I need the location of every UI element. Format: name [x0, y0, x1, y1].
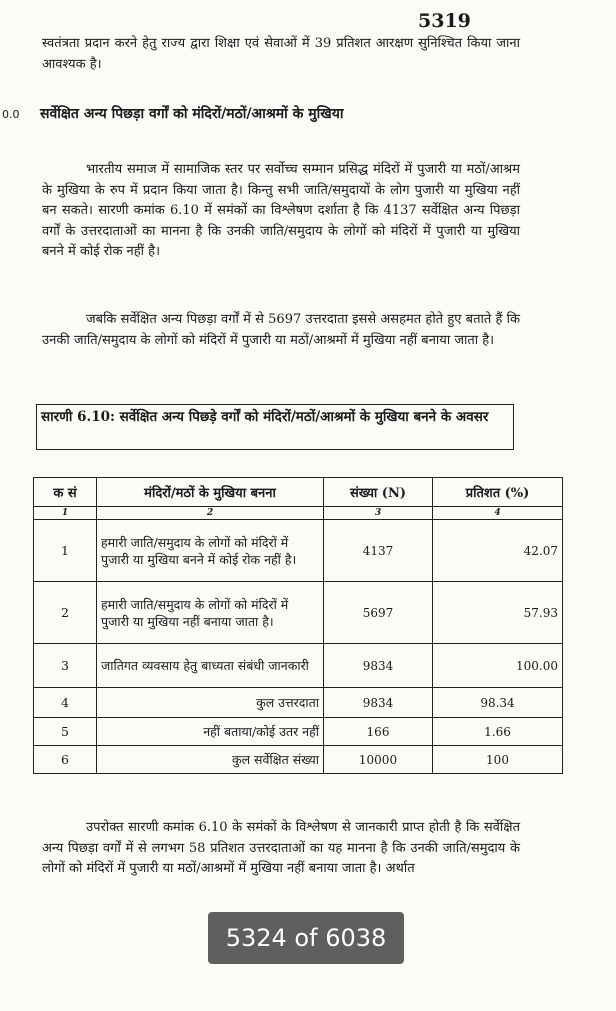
- row-serial: 4: [34, 688, 97, 718]
- page-indicator: 5324 of 6038: [208, 912, 404, 964]
- header-count: संख्या (N): [324, 478, 433, 507]
- index-cell: 2: [97, 507, 324, 520]
- row-label: कुल उत्तरदाता: [97, 688, 324, 718]
- header-label: मंदिरों/मठों के मुखिया बनना: [97, 478, 324, 507]
- table-caption: सारणी 6.10: सर्वेक्षित अन्य पिछड़े वर्गों को मंदिरों/मठों/आश्रमों के मुखिया बनने के अवसर: [36, 404, 514, 450]
- row-serial: 2: [34, 582, 97, 644]
- paragraph-3: उपरोक्त सारणी कमांक 6.10 के समंकों के विश्लेषण से जानकारी प्राप्त होती है कि सर्वेक्षित अन्य पिछड़ा वर्गों में से लगभग 58 प्रतिशत उत्तरदाताओं का यह मानना है कि उनकी जाति/समुदाय के लोगों को मंदिरों में पुजारी या मठों/आश्रमों में मुखिया नहीं बनाया जाता है। अर्थात: [42, 820, 520, 876]
- row-count: 4137: [324, 520, 433, 582]
- index-cell: 1: [34, 507, 97, 520]
- row-percent: 57.93: [433, 582, 563, 644]
- row-percent: 100.00: [433, 644, 563, 688]
- row-count: 166: [324, 718, 433, 746]
- row-count: 9834: [324, 688, 433, 718]
- table-row: [34, 688, 563, 718]
- row-percent: 100: [433, 746, 563, 774]
- row-percent: 42.07: [433, 520, 563, 582]
- row-label: नहीं बताया/कोई उतर नहीं: [97, 718, 324, 746]
- row-count: 5697: [324, 582, 433, 644]
- row-label: जातिगत व्यवसाय हेतु बाध्यता संबंधी जानकारी: [97, 644, 324, 688]
- table-header-row: [34, 478, 563, 507]
- table-row: [34, 718, 563, 746]
- page-number: 5319: [418, 10, 471, 32]
- row-label: हमारी जाति/समुदाय के लोगों को मंदिरों में पुजारी या मुखिया नहीं बनाया जाता है।: [97, 582, 324, 644]
- header-percent: प्रतिशत (%): [433, 478, 563, 507]
- row-label: कुल सर्वेक्षित संख्या: [97, 746, 324, 774]
- row-serial: 3: [34, 644, 97, 688]
- table-row: [34, 582, 563, 644]
- paragraph-2: जबकि सर्वेक्षित अन्य पिछड़ा वर्गों में से 5697 उत्तरदाता इससे असहमत होते हुए बताते हैं कि उनकी जाति/समुदाय के लोगों को मंदिरों में पुजारी या मठों/आश्रमों में मुखिया नहीं बनाया जाता है।: [42, 312, 520, 348]
- table-row: [34, 520, 563, 582]
- table-row: [34, 746, 563, 774]
- row-label: हमारी जाति/समुदाय के लोगों को मंदिरों में पुजारी या मुखिया बनने में कोई रोक नहीं है।: [97, 520, 324, 582]
- row-serial: 1: [34, 520, 97, 582]
- index-cell: 4: [433, 507, 563, 520]
- row-serial: 6: [34, 746, 97, 774]
- row-percent: 98.34: [433, 688, 563, 718]
- section-heading: सर्वेक्षित अन्य पिछड़ा वर्गों को मंदिरों/मठों/आश्रमों के मुखिया: [40, 106, 344, 122]
- section-number: 0.0: [2, 108, 20, 121]
- table-index-row: [34, 507, 563, 520]
- header-serial: क सं: [34, 478, 97, 507]
- paragraph-1: भारतीय समाज में सामाजिक स्तर पर सर्वोच्च सम्मान प्रसिद्ध मंदिरों में पुजारी या मठों/आश्रम के मुखिया के रुप में प्रदान किया जाता है। किन्तु सभी जाति/समुदायों के लोग पुजारी या मुखिया नहीं बन सकते। सारणी कमांक 6.10 में समंकों का विश्लेषण दर्शाता है कि 4137 सर्वेक्षित अन्य पिछड़ा वर्गों के उत्तरदाताओं का मानना है कि उनकी जाति/समुदाय के लोगों को मंदिरों में पुजारी या मुखिया बनने में कोई रोक नहीं है।: [42, 162, 520, 259]
- row-serial: 5: [34, 718, 97, 746]
- data-table: [33, 477, 563, 774]
- intro-paragraph: स्वतंत्रता प्रदान करने हेतु राज्य द्वारा शिक्षा एवं सेवाओं में 39 प्रतिशत आरक्षण सुनिश्चित किया जाना आवश्यक है।: [42, 36, 520, 72]
- row-count: 9834: [324, 644, 433, 688]
- table-row: [34, 644, 563, 688]
- row-count: 10000: [324, 746, 433, 774]
- row-percent: 1.66: [433, 718, 563, 746]
- index-cell: 3: [324, 507, 433, 520]
